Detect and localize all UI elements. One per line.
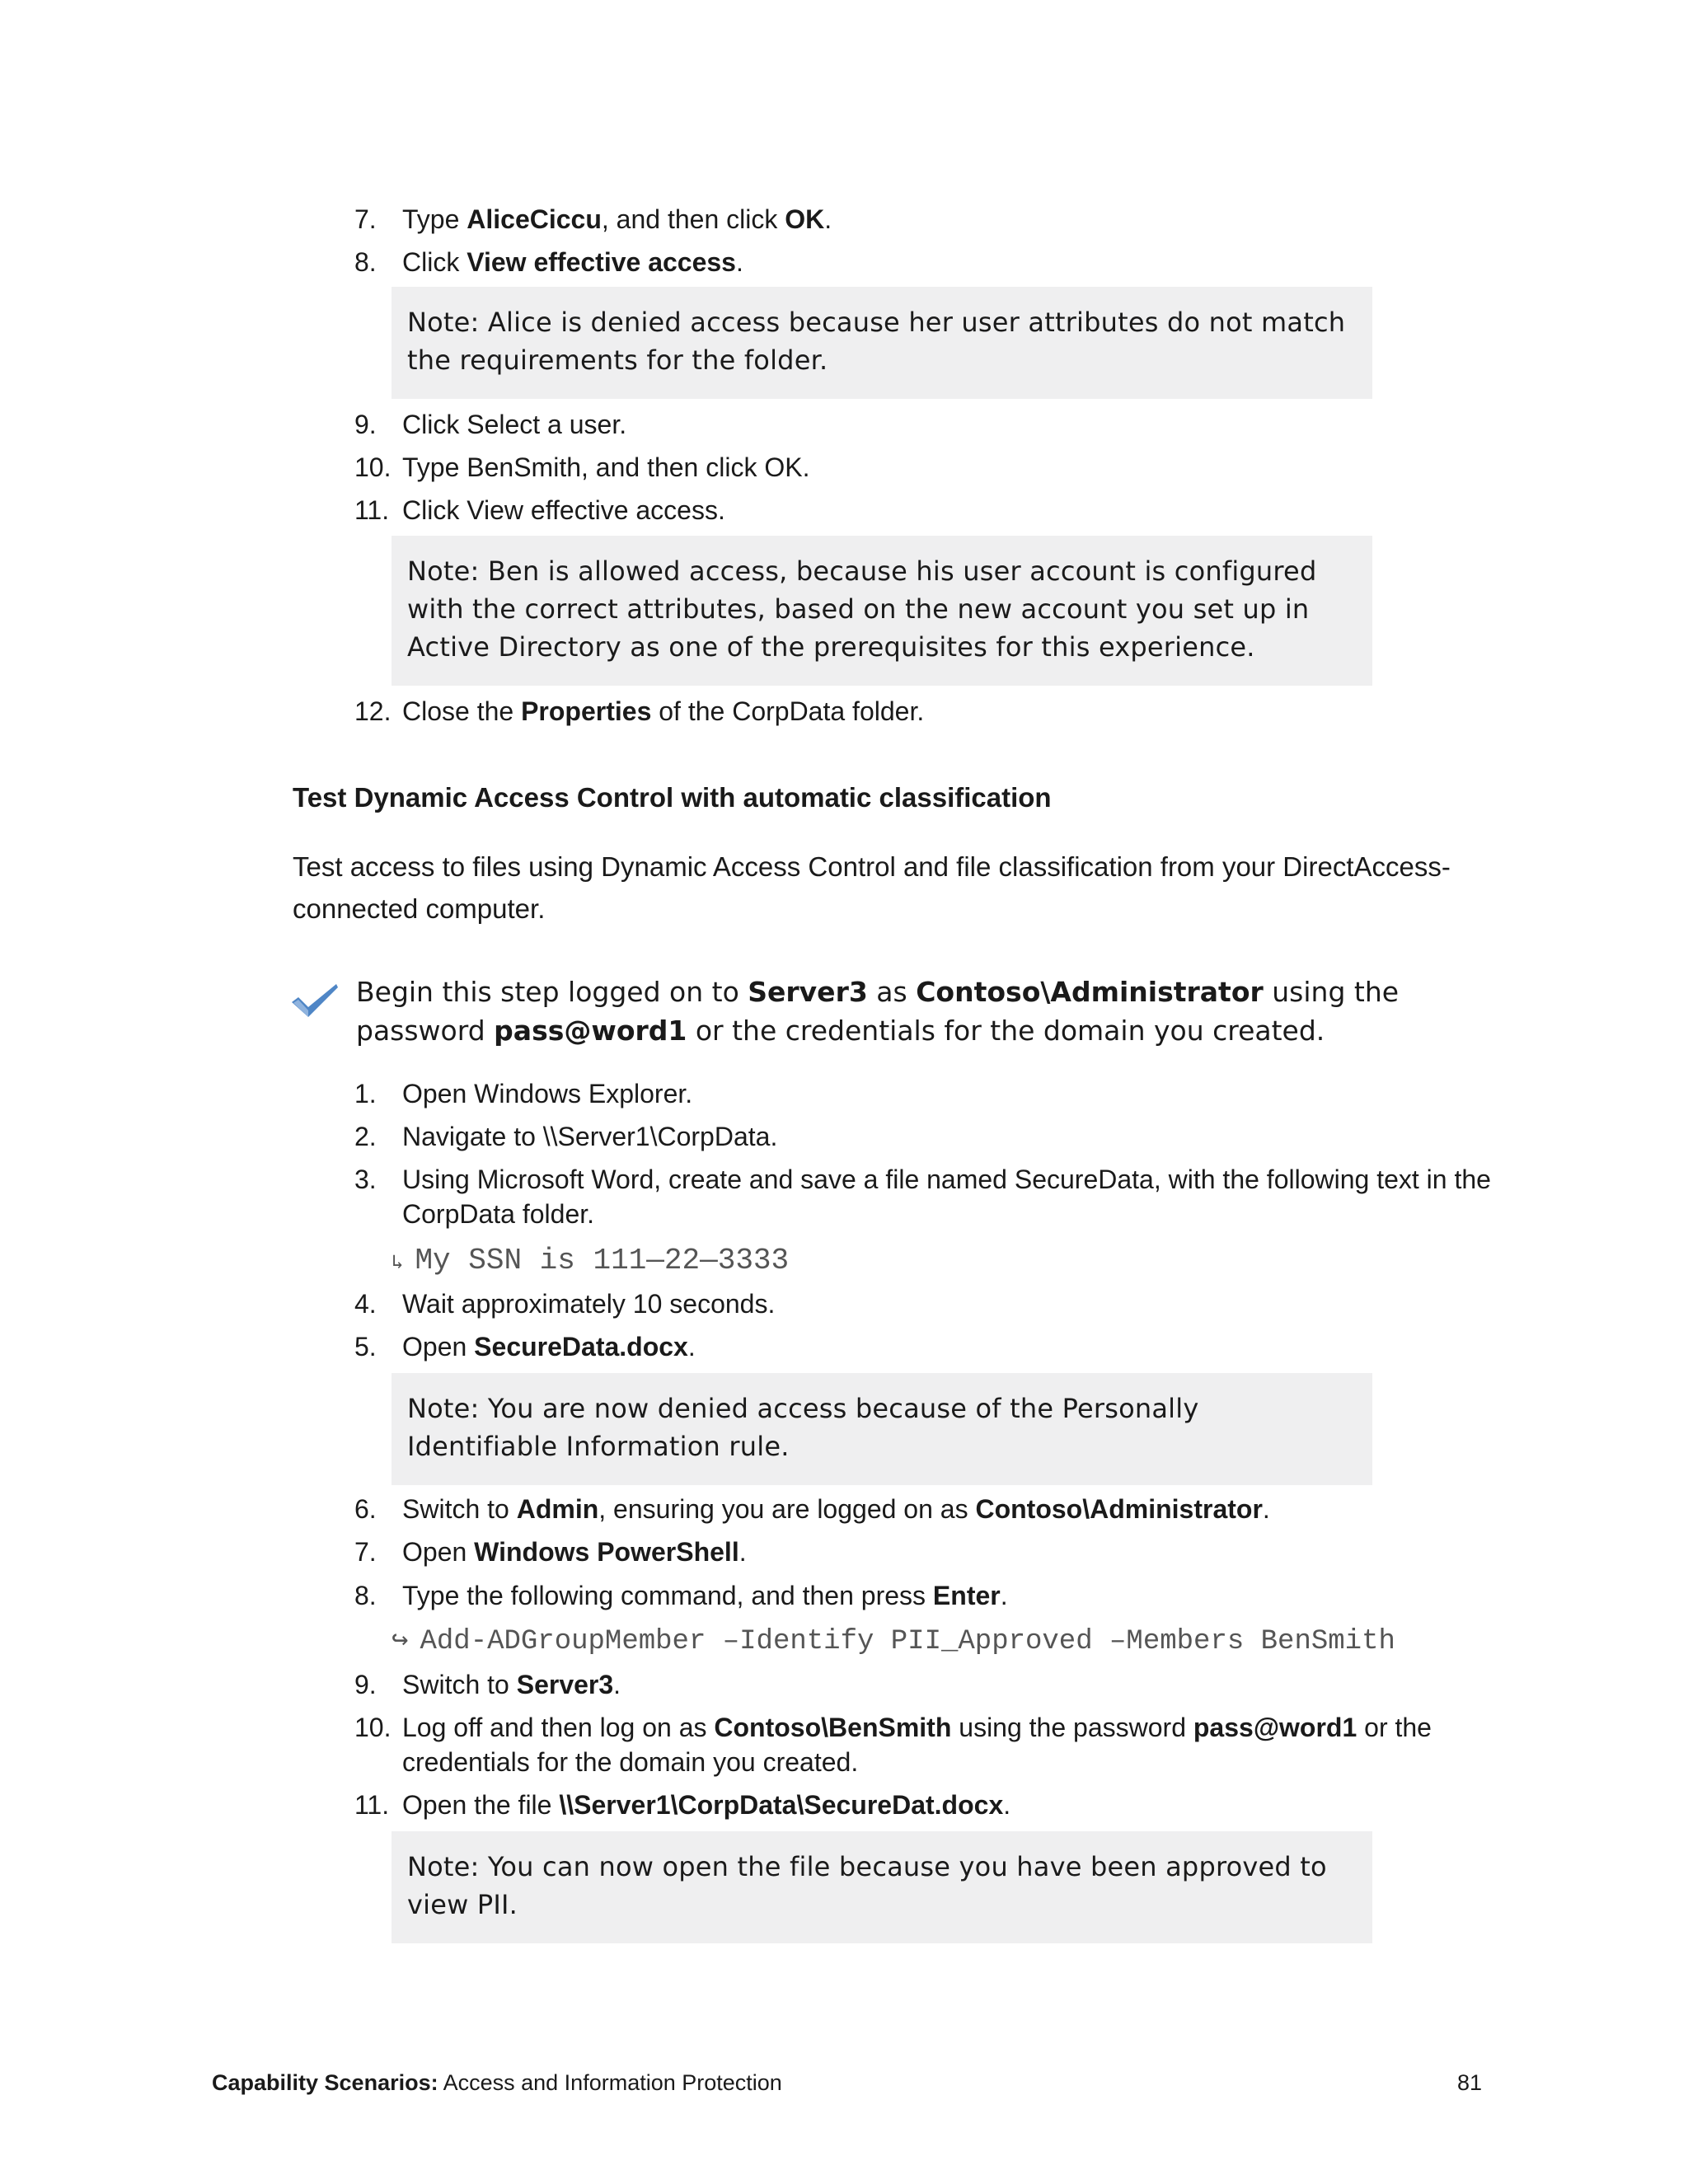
code-line-ssn: ↳ My SSN is 111—22—3333: [392, 1244, 790, 1277]
document-page: 7. Type AliceCiccu, and then click OK. 8. Click View effective access. Note: Alice is denied access because her user attributes do not match the requirements for the folder. 9. Click Select a user. 10. Type BenSmith, and then click OK. 11. Click View effective access. Note: Ben is allowed access, because his user account is configured with the correct attributes, based on the new account you set up in Active Directory as one of the prerequisites for this experience. 12. Close the Properties of the CorpData folder. Test Dynamic Access Control with automatic classification Test access to files using Dynamic Access Control and file classification from your DirectAccess-connected computer. Begin this step logged on to Server3 as Contoso\Administrator using the password pass@word1 or the credentials for the domain you created. 1. Open Windows Explorer. 2. Navigate to \\Server1\CorpData. 3. Using Microsoft Word, create and save a file named SecureData, with the following text in the CorpData folder. ↳ My SSN is 111—22—3333 4. Wait approximately 10 seconds. 5. Open SecureData.docx. Note: You are now denied access because of the Personally Identifiable Information rule. 6. Switch to Admin, ensuring you are logged on as Contoso\Administrator. 7. Open Windows PowerShell. 8. Type the following command, and then press Enter. ↪ Add-ADGroupMember –Identify PII_Approved –Members BenSmith 9. Switch to Server3. 10. Log off and then log on as Contoso\BenSmith using the password pass@word1 or the credentials for the domain you created. 11. Open the file \\Server1\CorpData\SecureDat.docx. Note: You can now open the file because you have been approved to view PII. Capability Scenarios: Access and Information Protection 81: [0, 0, 1688, 2184]
footer-section-title: Capability Scenarios: Access and Information Protection: [212, 2070, 782, 2095]
prerequisite-note: Begin this step logged on to Server3 as Contoso\Administrator using the password pass@word1 or the credentials for the domain you created.: [356, 976, 1400, 1047]
note-box: Note: You are now denied access because of the Personally Identifiable Information rule.: [392, 1373, 1372, 1485]
checkmark-icon: [290, 981, 340, 1022]
note-box: Note: Alice is denied access because her user attributes do not match the requirements for the folder.: [392, 287, 1372, 399]
section-heading: Test Dynamic Access Control with automatic classification: [293, 782, 1052, 813]
note-box: Note: You can now open the file because you have been approved to view PII.: [392, 1831, 1372, 1943]
code-line-powershell: ↪ Add-ADGroupMember –Identify PII_Approved –Members BenSmith: [392, 1626, 1395, 1657]
note-box: Note: Ben is allowed access, because his user account is configured with the correct attributes, based on the new account you set up in Active Directory as one of the prerequisites for this experience.: [392, 536, 1372, 686]
page-number: 81: [1457, 2070, 1483, 2095]
intro-paragraph: Test access to files using Dynamic Access Control and file classification from your DirectAccess-connected computer.: [293, 851, 1451, 924]
